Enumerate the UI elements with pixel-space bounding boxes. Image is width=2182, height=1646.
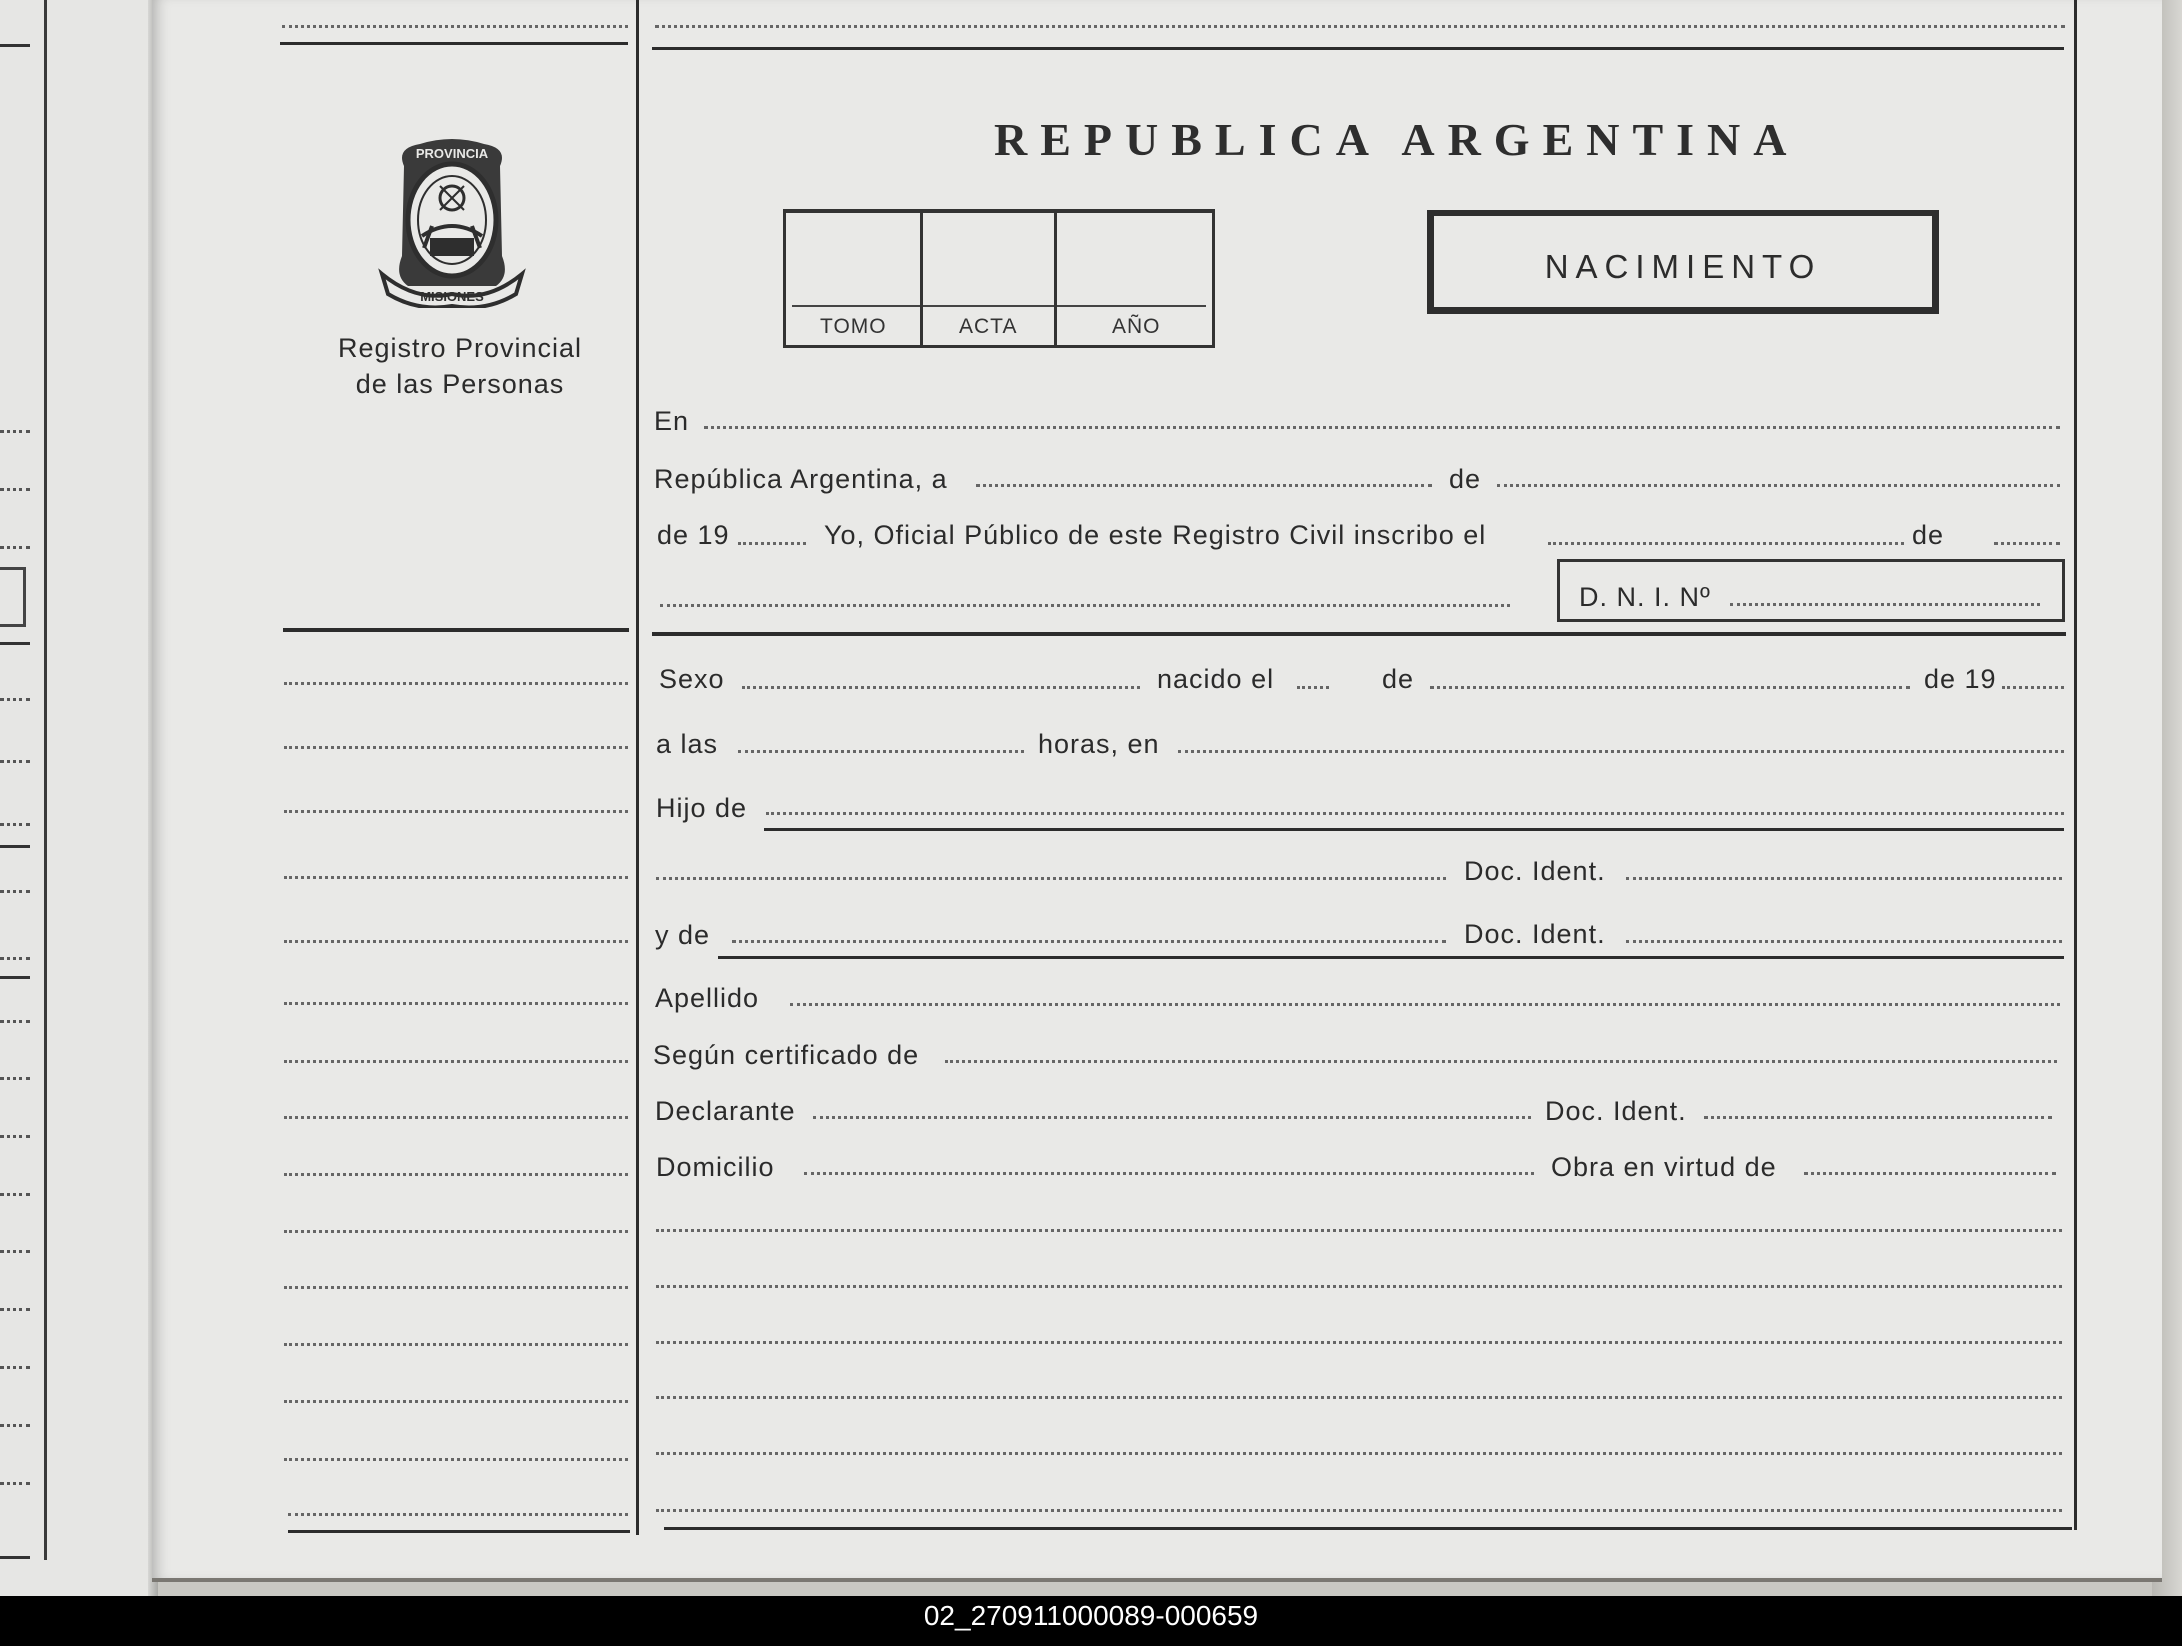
- previous-page-rule: [0, 1556, 30, 1559]
- republica-label: República Argentina, a: [654, 464, 948, 494]
- registry-name-line2: de las Personas: [355, 369, 565, 399]
- father-continuation-field[interactable]: [656, 877, 1446, 880]
- notes-line[interactable]: [656, 1396, 2062, 1399]
- registry-name-line1: Registro Provincial: [337, 333, 583, 363]
- previous-page-dotted-line: [0, 890, 30, 893]
- declarante-doc-field[interactable]: [1704, 1116, 2052, 1119]
- top-right-rule: [652, 47, 2064, 50]
- domicilio-label: Domicilio: [656, 1152, 775, 1182]
- previous-page-dotted-line: [0, 1482, 30, 1485]
- previous-page-dotted-line: [0, 1077, 30, 1080]
- margin-note-line[interactable]: [284, 1400, 628, 1403]
- record-box-inner-line: [792, 305, 1206, 307]
- previous-page-dotted-line: [0, 1020, 30, 1023]
- de-label-2: de: [1912, 520, 1945, 550]
- en-field[interactable]: [704, 426, 2060, 429]
- day-field[interactable]: [976, 484, 1432, 487]
- previous-page-rule: [0, 642, 30, 645]
- previous-page-dotted-line: [0, 823, 30, 826]
- previous-page-dotted-line: [0, 1250, 30, 1253]
- record-box-divider: [920, 213, 923, 345]
- hour-field[interactable]: [738, 750, 1024, 753]
- top-left-rule: [280, 42, 628, 45]
- margin-note-line[interactable]: [284, 1173, 628, 1176]
- registrant-name-field[interactable]: [660, 604, 1510, 607]
- a-las-label: a las: [656, 729, 719, 759]
- column-separator: [636, 0, 639, 1535]
- domicilio-field[interactable]: [804, 1172, 1534, 1175]
- father-doc-field[interactable]: [1626, 877, 2062, 880]
- registry-name: [300, 330, 620, 402]
- inscribo-de-field[interactable]: [1994, 542, 2060, 545]
- acta-label: ACTA: [959, 315, 1018, 338]
- mother-doc-field[interactable]: [1626, 940, 2062, 943]
- sexo-label: Sexo: [659, 664, 725, 694]
- mother-underline: [718, 956, 2064, 959]
- de-label-3: de: [1382, 664, 1415, 694]
- nacido-el-label: nacido el: [1157, 664, 1275, 694]
- notes-line[interactable]: [656, 1229, 2062, 1232]
- notes-line[interactable]: [656, 1452, 2062, 1455]
- document-title: REPUBLICA ARGENTINA: [994, 114, 1800, 165]
- margin-note-line[interactable]: [284, 1458, 628, 1461]
- previous-page-dotted-line: [0, 488, 30, 491]
- horas-en-label: horas, en: [1038, 729, 1160, 759]
- doc-ident-label-3: Doc. Ident.: [1545, 1096, 1687, 1126]
- previous-page-dotted-line: [0, 1135, 30, 1138]
- father-underline: [764, 828, 2064, 831]
- birth-year-field[interactable]: [2002, 686, 2064, 689]
- previous-page-dotted-line: [0, 1308, 30, 1311]
- margin-note-line[interactable]: [284, 940, 628, 943]
- form-right-border: [2074, 0, 2077, 1530]
- top-left-dotted-line: [282, 25, 628, 28]
- notes-line[interactable]: [656, 1509, 2062, 1512]
- hijo-de-label: Hijo de: [656, 793, 748, 823]
- margin-note-line[interactable]: [284, 1002, 628, 1005]
- dni-field[interactable]: [1730, 603, 2040, 606]
- inscribo-field[interactable]: [1548, 542, 1904, 545]
- dni-label: D. N. I. Nº: [1579, 582, 1711, 612]
- top-right-dotted-line: [655, 25, 2065, 28]
- margin-note-line[interactable]: [288, 1513, 628, 1516]
- previous-page-rule: [0, 976, 30, 979]
- seal-bottom-text: MISIONES: [420, 289, 484, 304]
- left-column-separator: [283, 628, 629, 632]
- de-label: de: [1449, 464, 1482, 494]
- previous-page-rule: [0, 44, 30, 47]
- margin-note-line[interactable]: [284, 682, 628, 685]
- act-type-box: [1427, 210, 1939, 314]
- margin-note-line[interactable]: [284, 810, 628, 813]
- y-de-label: y de: [655, 920, 711, 950]
- year-field[interactable]: [738, 542, 806, 545]
- ano-label: AÑO: [1112, 315, 1161, 338]
- previous-page-dotted-line: [0, 1193, 30, 1196]
- birth-day-field[interactable]: [1297, 686, 1329, 689]
- form-section-separator: [652, 632, 2066, 636]
- notes-line[interactable]: [656, 1285, 2062, 1288]
- previous-page-dotted-line: [0, 1424, 30, 1427]
- margin-note-line[interactable]: [284, 746, 628, 749]
- record-box-divider: [1054, 213, 1057, 345]
- birth-year-prefix-label: de 19: [1924, 664, 1997, 694]
- margin-note-line[interactable]: [284, 1343, 628, 1346]
- year-prefix-label: de 19: [657, 520, 730, 550]
- previous-page-dotted-line: [0, 430, 30, 433]
- previous-page-dotted-line: [0, 1366, 30, 1369]
- declarante-label: Declarante: [655, 1096, 796, 1126]
- obra-field[interactable]: [1804, 1172, 2056, 1175]
- record-number-box: [783, 209, 1215, 348]
- mother-field[interactable]: [732, 940, 1446, 943]
- left-column-bottom-rule: [288, 1530, 630, 1533]
- obra-en-virtud-label: Obra en virtud de: [1551, 1152, 1777, 1182]
- sexo-field[interactable]: [742, 686, 1140, 689]
- declarante-field[interactable]: [813, 1116, 1531, 1119]
- margin-note-line[interactable]: [284, 1230, 628, 1233]
- previous-page-dotted-line: [0, 957, 30, 960]
- margin-note-line[interactable]: [284, 1060, 628, 1063]
- birth-month-field[interactable]: [1430, 686, 1910, 689]
- doc-ident-label-1: Doc. Ident.: [1464, 856, 1606, 886]
- misiones-seal-icon: [376, 136, 528, 308]
- previous-page-rule: [0, 845, 30, 848]
- act-type-label: NACIMIENTO: [1544, 248, 1822, 285]
- father-field[interactable]: [766, 812, 2064, 815]
- month-field[interactable]: [1497, 484, 2060, 487]
- apellido-field[interactable]: [790, 1003, 2060, 1006]
- notes-line[interactable]: [656, 1341, 2062, 1344]
- birthplace-field[interactable]: [1178, 750, 2064, 753]
- certificado-field[interactable]: [945, 1060, 2057, 1063]
- margin-note-line[interactable]: [284, 1286, 628, 1289]
- tomo-label: TOMO: [820, 315, 887, 338]
- en-label: En: [654, 406, 690, 436]
- previous-page-dotted-line: [0, 698, 30, 701]
- margin-note-line[interactable]: [284, 876, 628, 879]
- previous-page-edge: [0, 0, 158, 1596]
- oficial-label: Yo, Oficial Público de este Registro Civil inscribo el: [824, 520, 1487, 550]
- apellido-label: Apellido: [655, 983, 760, 1013]
- doc-ident-label-2: Doc. Ident.: [1464, 919, 1606, 949]
- margin-note-line[interactable]: [284, 1116, 628, 1119]
- seal-top-text: PROVINCIA: [415, 146, 489, 161]
- previous-page-dotted-line: [0, 760, 30, 763]
- form-bottom-rule: [664, 1527, 2072, 1530]
- image-id-caption: 02_270911000089-000659: [0, 1596, 2182, 1646]
- previous-page-border: [44, 0, 47, 1560]
- previous-page-dotted-line: [0, 546, 30, 549]
- segun-certificado-label: Según certificado de: [653, 1040, 920, 1070]
- previous-page-box: [0, 567, 26, 627]
